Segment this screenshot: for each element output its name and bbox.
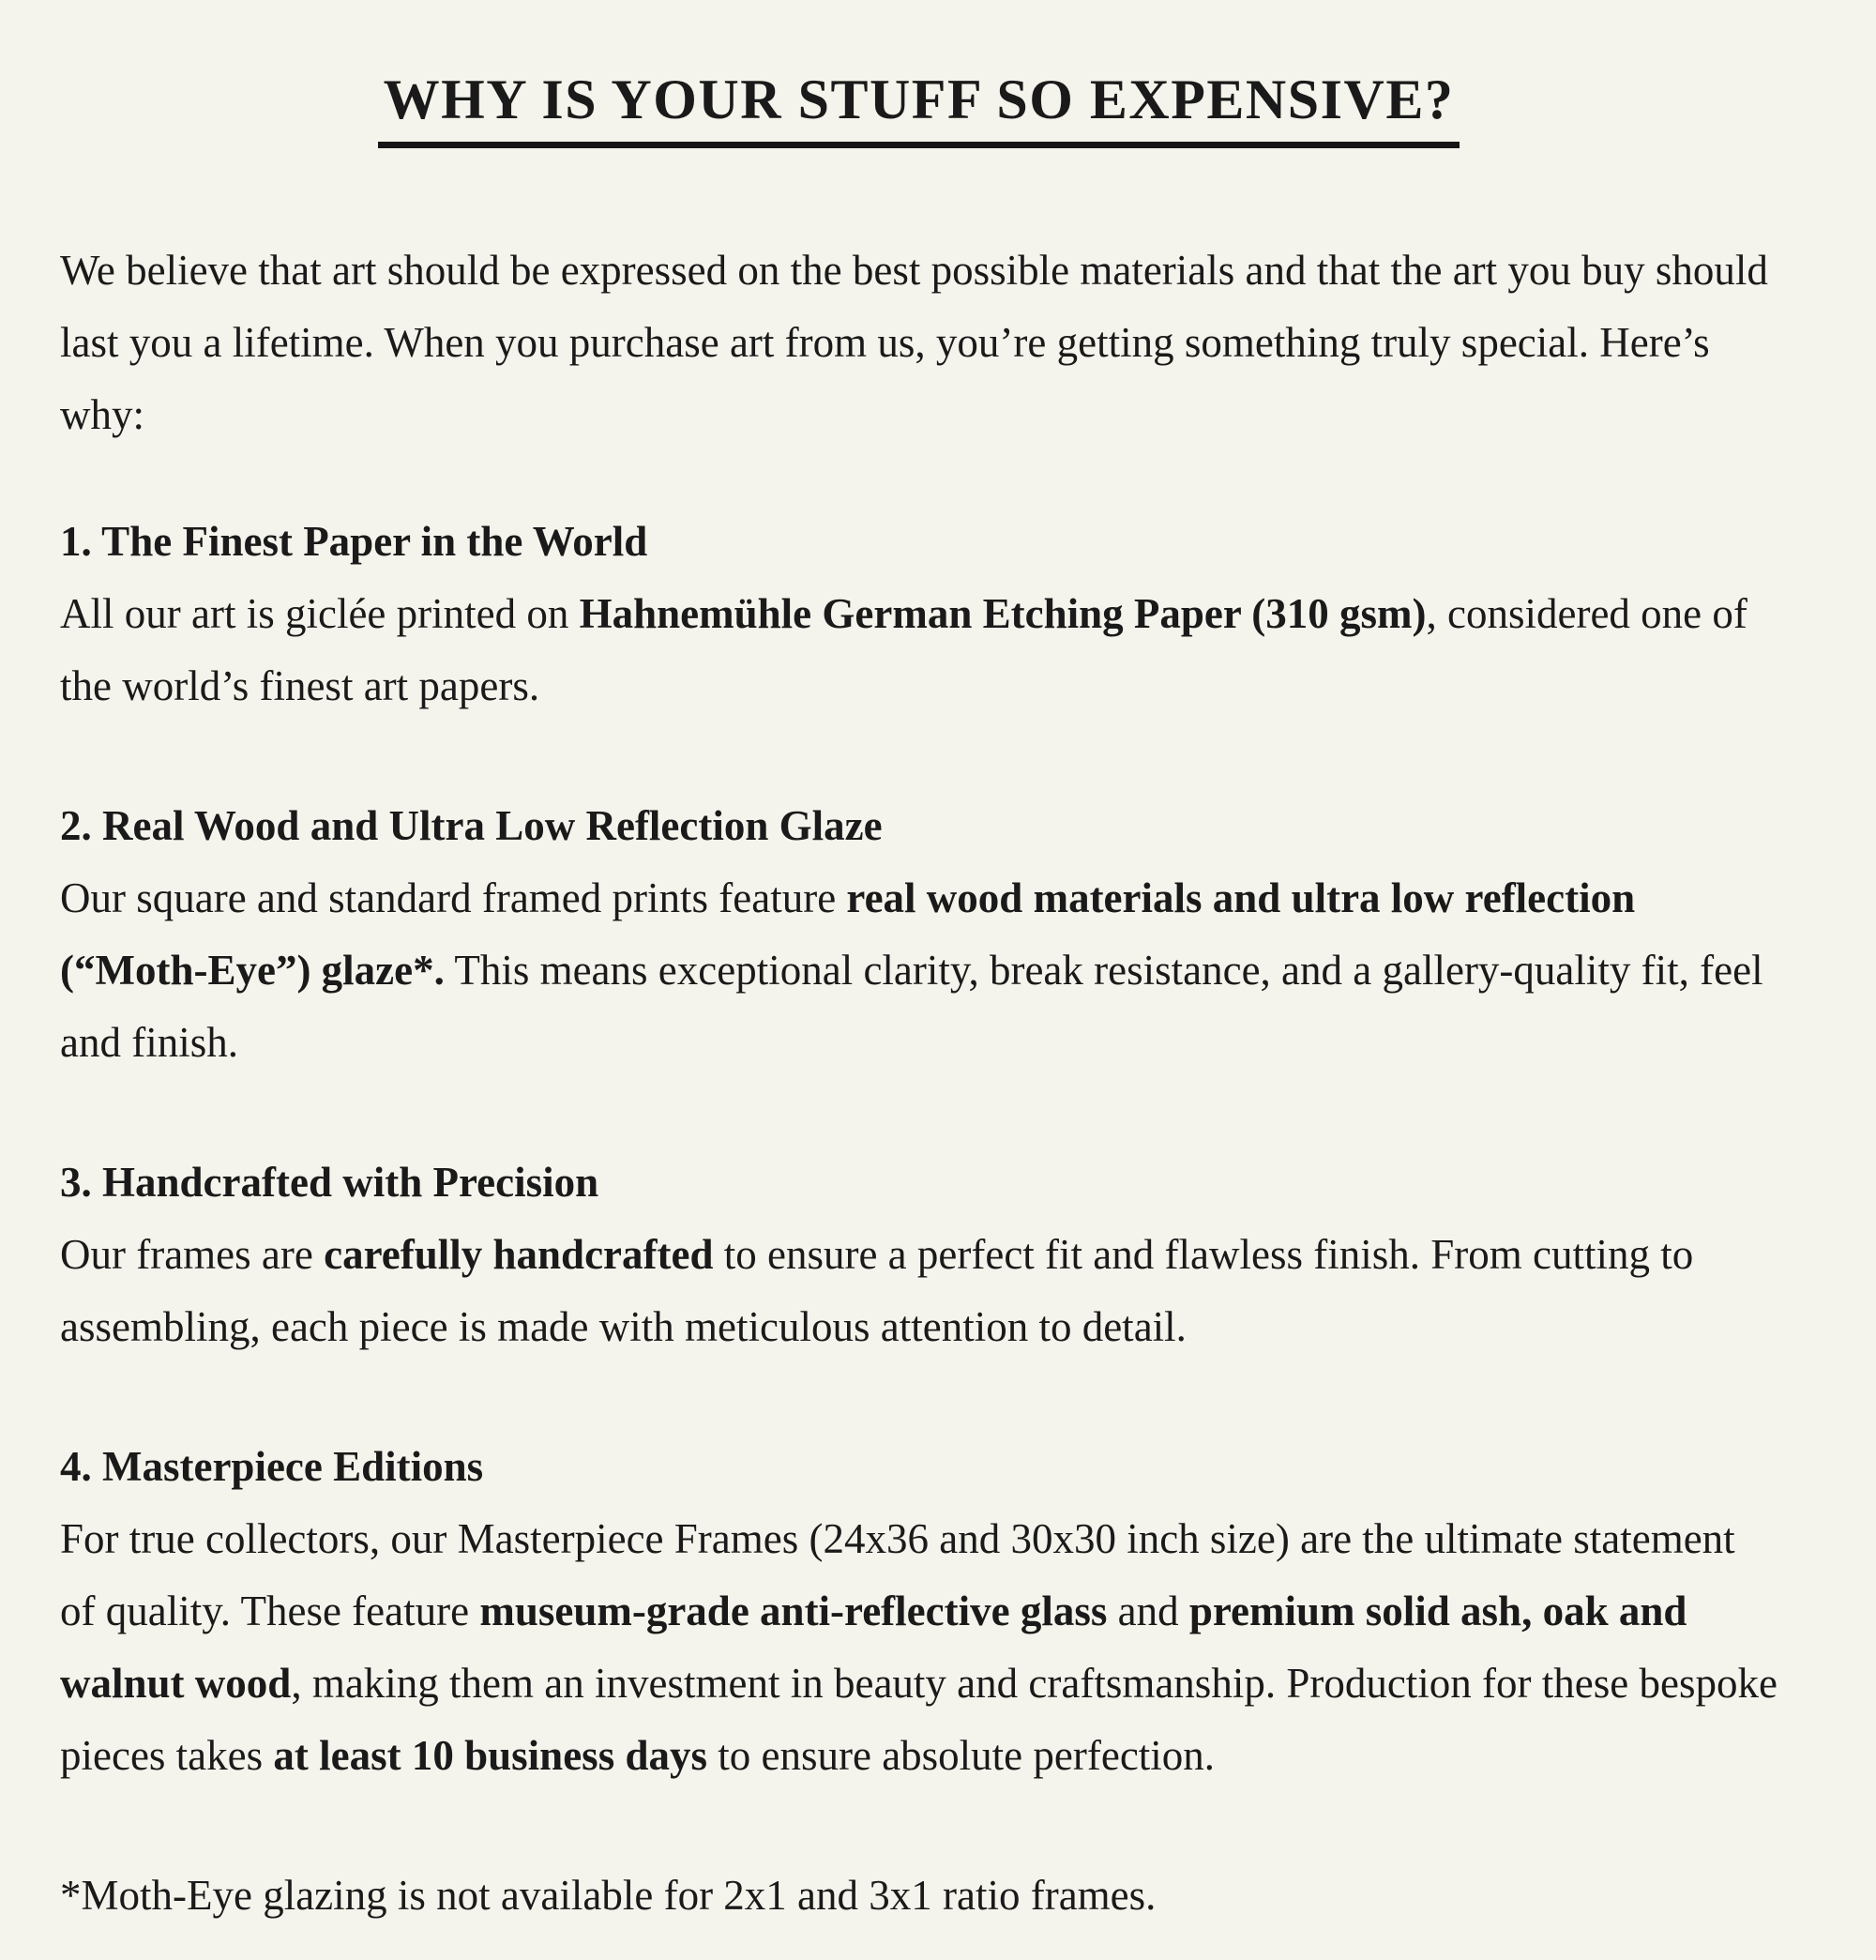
section-1-body: All our art is giclée printed on Hahnemühle German Etching Paper (310 gsm), considered one of the world’s finest art papers.	[60, 590, 1747, 709]
section-4-body: For true collectors, our Masterpiece Frames (24x36 and 30x30 inch size) are the ultimate statement of quality. These feature museum-grade anti-reflective glass and premium solid ash, oak and walnut wood, making them an investment in beauty and craftsmanship. Production for these bespoke pieces takes at least 10 business days to ensure absolute perfection.	[60, 1515, 1778, 1779]
section-3-heading: 3. Handcrafted with Precision	[60, 1159, 599, 1206]
section-real-wood-glaze	[60, 790, 1778, 1079]
page-title: WHY IS YOUR STUFF SO EXPENSIVE?	[378, 68, 1460, 148]
footnote: *Moth-Eye glazing is not available for 2x1 and 3x1 ratio frames.	[60, 1872, 1157, 1919]
section-handcrafted	[60, 1147, 1778, 1363]
section-2-body: Our square and standard framed prints feature real wood materials and ultra low reflection (“Moth-Eye”) glaze*. This means exceptional clarity, break resistance, and a gallery-quality fit, feel and finish.	[60, 874, 1763, 1066]
section-2-heading: 2. Real Wood and Ultra Low Reflection Glaze	[60, 802, 883, 849]
intro-paragraph: We believe that art should be expressed on the best possible materials and that the art you buy should last you a lifetime. When you purchase art from us, you’re getting something truly special. Here’s why:	[60, 247, 1768, 438]
section-1-heading: 1. The Finest Paper in the World	[60, 518, 648, 565]
section-masterpiece-editions	[60, 1431, 1778, 1792]
section-4-heading: 4. Masterpiece Editions	[60, 1443, 484, 1490]
title-row	[60, 68, 1778, 148]
section-finest-paper	[60, 506, 1778, 722]
section-3-body: Our frames are carefully handcrafted to ensure a perfect fit and flawless finish. From cutting to assembling, each piece is made with meticulous attention to detail.	[60, 1231, 1694, 1350]
